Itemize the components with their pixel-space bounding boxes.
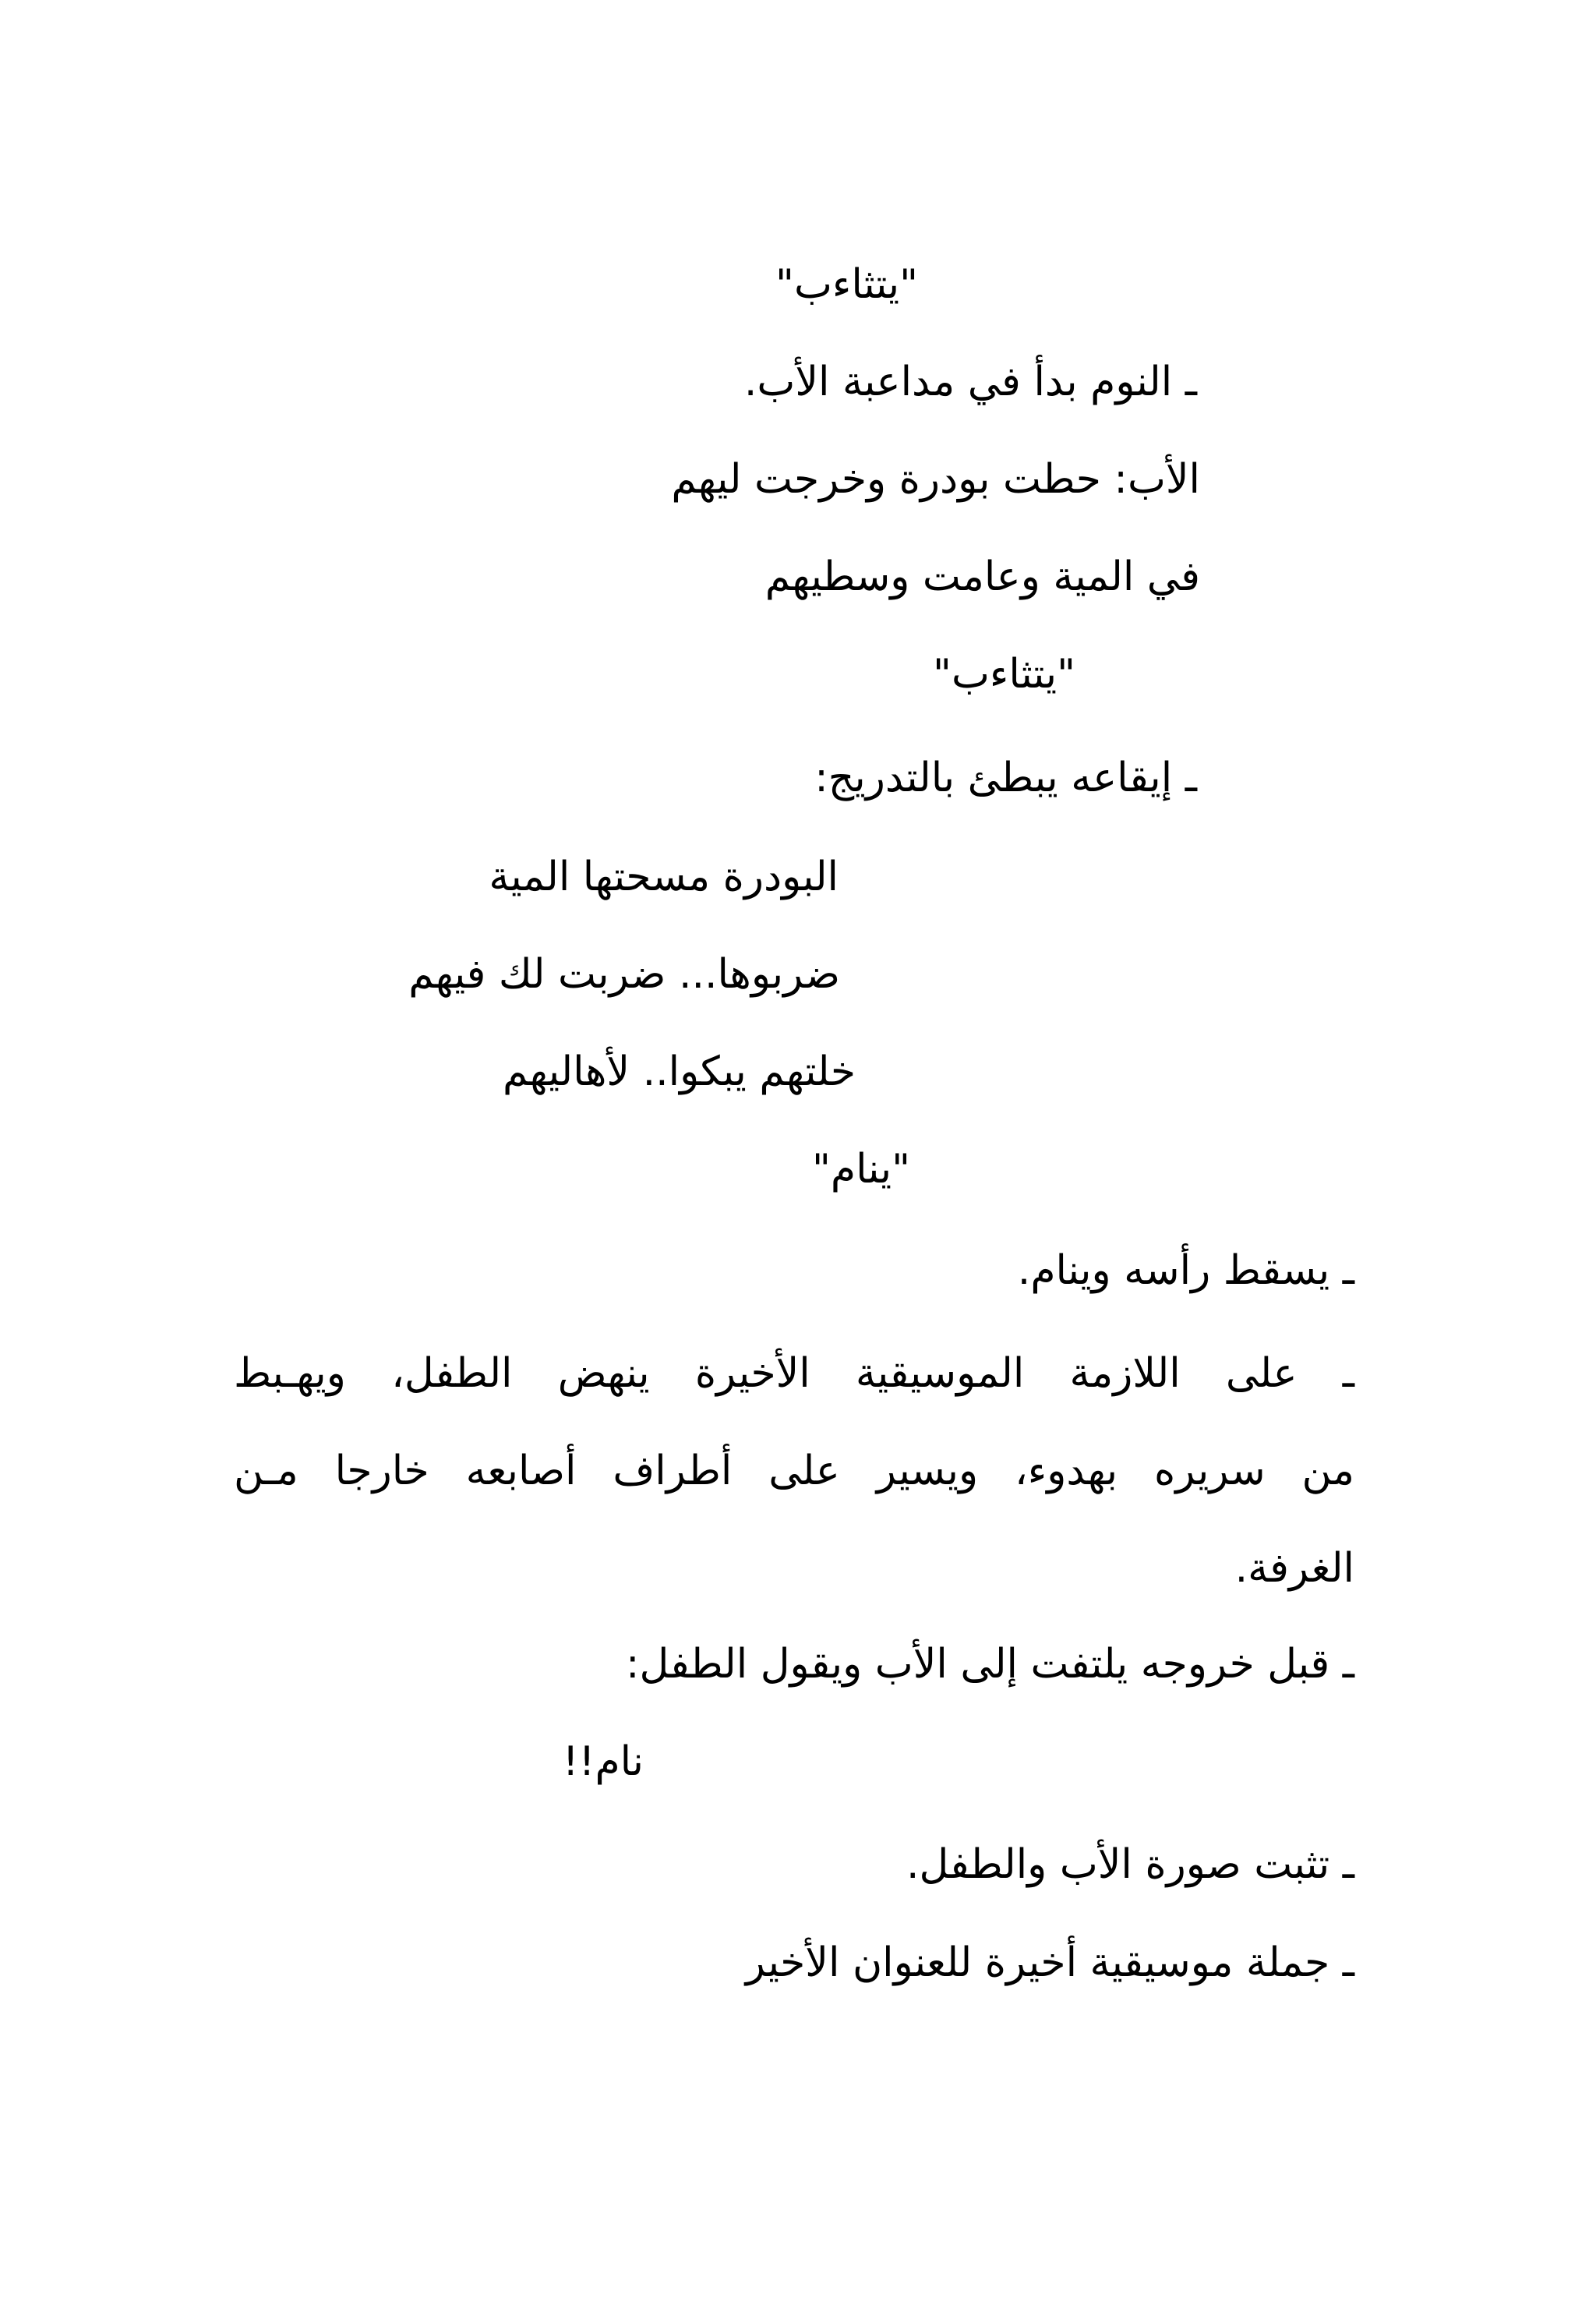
stage-direction-head-falls: ـ يسقط رأسه وينام. bbox=[1017, 1247, 1354, 1294]
stage-direction-sleep-teases: ـ النوم بدأ في مداعبة الأب. bbox=[743, 359, 1197, 405]
stage-direction-image-freezes: ـ تثبت صورة الأب والطفل. bbox=[906, 1841, 1354, 1888]
paragraph-line-1: ـ على اللازمة الموسيقية الأخيرة ينهض الطفل، ويهـبط bbox=[234, 1350, 1354, 1397]
stage-direction-before-exit: ـ قبل خروجه يلتفت إلى الأب ويقول الطفل: bbox=[626, 1641, 1354, 1688]
stage-direction-sleeps: "ينام" bbox=[811, 1146, 910, 1193]
song-line-cry: خلتهم يبكوا.. لأهاليهم bbox=[503, 1048, 856, 1095]
father-line-powder: الأب: حطت بودرة وخرجت ليهم bbox=[671, 456, 1200, 503]
song-line-powder-wiped: البودرة مسحتها المية bbox=[489, 854, 839, 900]
song-line-hit: ضربوها... ضربت لك فيهم bbox=[408, 951, 840, 998]
stage-direction-yawns-2: "يتثاءب" bbox=[933, 651, 1075, 698]
paragraph-line-2: من سريره بهدوء، ويسير على أطراف أصابعه خارجا مـن bbox=[234, 1448, 1354, 1494]
stage-direction-yawns: "يتثاءب" bbox=[775, 261, 918, 308]
stage-direction-rhythm: ـ إيقاعه يبطئ بالتدريج: bbox=[814, 755, 1197, 801]
child-line-he-slept: نام!! bbox=[562, 1738, 644, 1785]
stage-direction-final-phrase: ـ جملة موسيقية أخيرة للعنوان الأخير bbox=[745, 1939, 1354, 1986]
paragraph-line-3: الغرفة. bbox=[1234, 1545, 1354, 1592]
father-line-water: في المية وعامت وسطيهم bbox=[764, 553, 1200, 600]
